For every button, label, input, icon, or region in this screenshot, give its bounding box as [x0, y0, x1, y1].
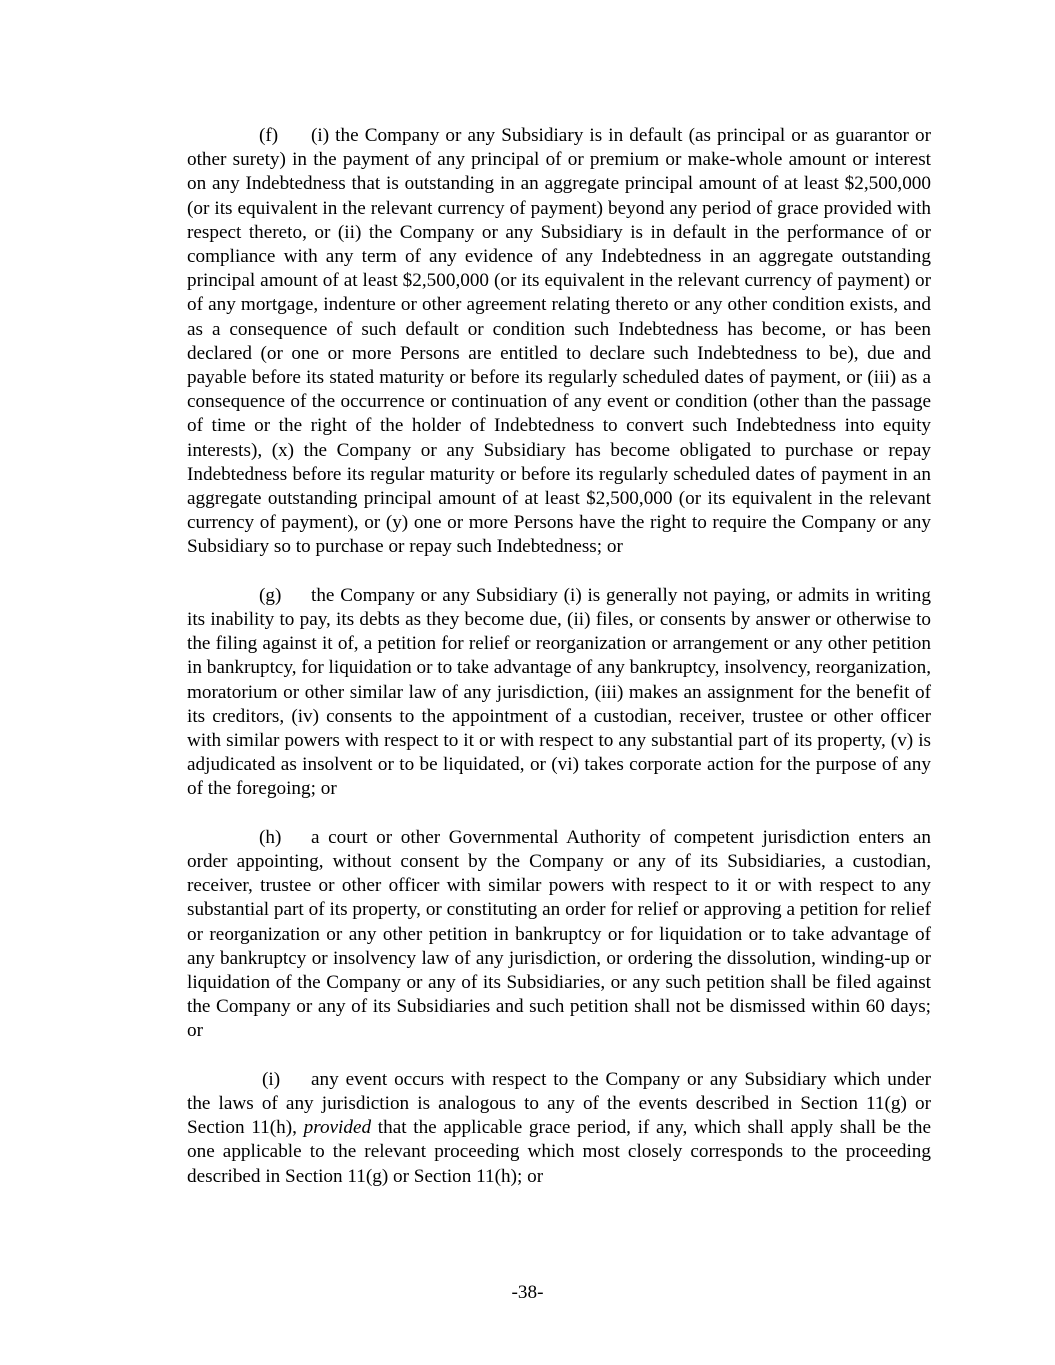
paragraph-h-label: (h): [259, 826, 282, 848]
paragraph-f-label: (f): [259, 125, 279, 146]
paragraph-f: [187, 124, 931, 560]
document-body: [187, 124, 931, 1213]
paragraph-i-emphasis: provided: [303, 1117, 372, 1139]
paragraph-g-label: (g): [259, 584, 282, 606]
paragraph-i: [187, 1068, 931, 1189]
paragraph-i-text-after: that the applicable grace period, if any, which shall apply shall be the one applicable to the relevant proceeding which most closely corresponds to the proceeding described in Section 11(g) or Section 11(h); or: [187, 1117, 932, 1187]
paragraph-i-label: (i): [262, 1068, 281, 1090]
paragraph-h: [187, 826, 931, 1044]
paragraph-h-text: a court or other Governmental Authority of competent jurisdiction enters an order appointing, without consent by the Company or any of its Subsidiaries, a custodian, receiver, trustee or other officer with similar powers with respect to it or with respect to any substantial part of its property, or constituting an order for relief or approving a petition for relief or reorganization or any other petition in bankruptcy or for liquidation or to take advantage of any bankruptcy or insolvency law of any jurisdiction, or ordering the dissolution, winding-up or liquidation of the Company or any of its Subsidiaries, or any such petition shall be filed against the Company or any of its Subsidiaries and such petition shall not be dismissed within 60 days; or: [187, 826, 931, 1042]
paragraph-g-text: the Company or any Subsidiary (i) is generally not paying, or admits in writing its inability to pay, its debts as they become due, (ii) files, or consents by answer or otherwise to the filing against it of, a petition for relief or reorganization or arrangement or any other petition in bankruptcy, for liquidation or to take advantage of any bankruptcy, insolvency, reorganization, moratorium or other similar law of any jurisdiction, (iii) makes an assignment for the benefit of its creditors, (iv) consents to the appointment of a custodian, receiver, trustee or other officer with similar powers with respect to it or with respect to any substantial part of its property, (v) is adjudicated as insolvent or to be liquidated, or (vi) takes corporate action for the purpose of any of the foregoing; or: [187, 584, 931, 800]
paragraph-g: [187, 584, 931, 802]
page-number: -38-: [511, 1282, 544, 1303]
paragraph-f-text: (i) the Company or any Subsidiary is in default (as principal or as guarantor or other surety) in the payment of any principal of or premium or make-whole amount or interest on any Indebtedness that is outstanding in an aggregate principal amount of at least $2,500,000 (or its equivalent in the relevant currency of payment) beyond any period of grace provided with respect thereto, or (ii) the Company or any Subsidiary is in default in the performance of or compliance with any term of any evidence of any Indebtedness in an aggregate outstanding principal amount of at least $2,500,000 (or its equivalent in the relevant currency of payment) or of any mortgage, indenture or other agreement relating thereto or any other condition exists, and as a consequence of such default or condition such Indebtedness has become, or has been declared (or one or more Persons are entitled to declare such Indebtedness to be), due and payable before its stated maturity or before its regularly scheduled dates of payment, or (iii) as a consequence of the occurrence or continuation of any event or condition (other than the passage of time or the right of the holder of Indebtedness to convert such Indebtedness into equity interests), (x) the Company or any Subsidiary has become obligated to purchase or repay Indebtedness before its regular maturity or before its regularly scheduled dates of payment in an aggregate outstanding principal amount of at least $2,500,000 (or its equivalent in the relevant currency of payment), or (y) one or more Persons have the right to require the Company or any Subsidiary so to purchase or repay such Indebtedness; or: [187, 125, 931, 558]
paragraph-i-text-before: any event occurs with respect to the Company or any Subsidiary which under the laws of any jurisdiction is analogous to any of the events described in Section 11(g) or Section 11(h),: [187, 1068, 931, 1139]
